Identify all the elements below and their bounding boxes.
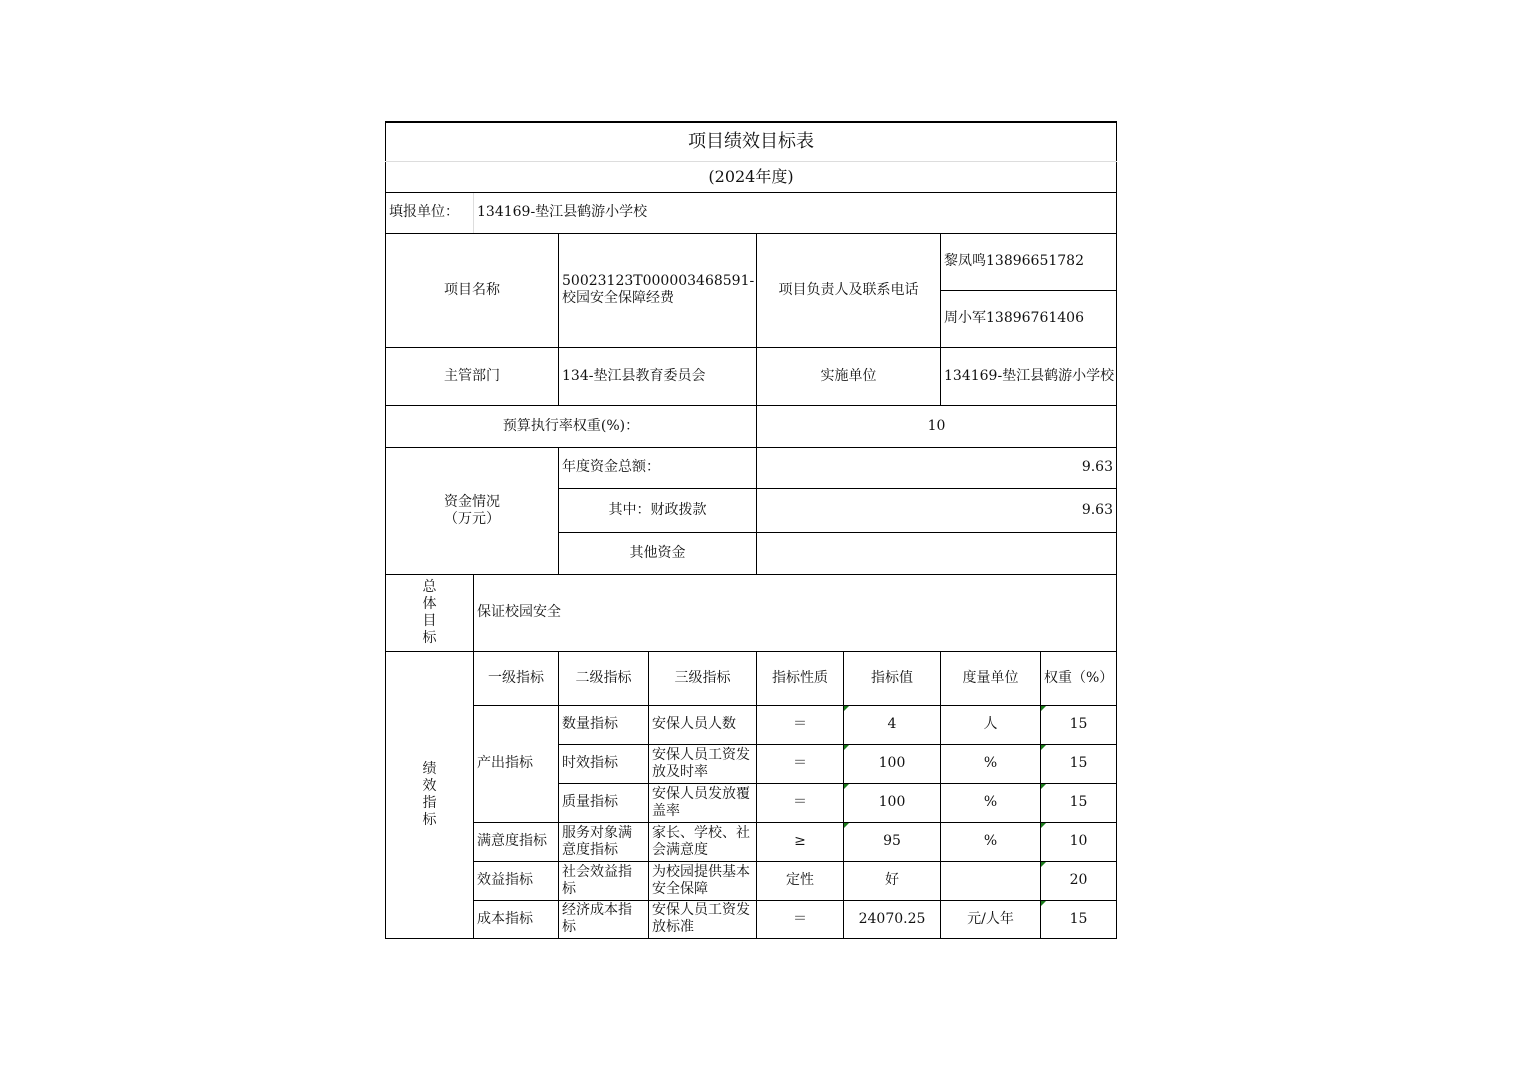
funds-other-value — [757, 532, 1117, 574]
funds-fiscal-value: 9.63 — [757, 488, 1117, 532]
row-l2: 数量指标 — [559, 705, 649, 744]
row-l1: 成本指标 — [474, 900, 559, 938]
perf-label-text: 绩效指标 — [422, 760, 437, 828]
row-unit: 人 — [941, 705, 1041, 744]
project-name-label: 项目名称 — [386, 233, 559, 347]
row-l2: 服务对象满意度指标 — [559, 822, 649, 861]
row-nature: ＝ — [757, 705, 844, 744]
row-l3: 安保人员人数 — [649, 705, 757, 744]
row-weight: 10 — [1041, 822, 1117, 861]
row-l2: 经济成本指标 — [559, 900, 649, 938]
row-nature: ＝ — [757, 783, 844, 822]
contact-2: 周小军13896761406 — [941, 290, 1117, 347]
fill-unit-label: 填报单位： — [386, 192, 474, 233]
table-row — [386, 705, 1117, 744]
row-value: 24070.25 — [844, 900, 941, 938]
year-subtitle: (2024年度) — [386, 161, 1117, 192]
row-l2: 质量指标 — [559, 783, 649, 822]
row-unit: 元/人年 — [941, 900, 1041, 938]
row-weight: 15 — [1041, 783, 1117, 822]
row-value: 4 — [844, 705, 941, 744]
dept-label: 主管部门 — [386, 347, 559, 405]
goal-label — [386, 574, 474, 651]
funds-other-label: 其他资金 — [559, 532, 757, 574]
table-row — [386, 861, 1117, 900]
header-l2: 二级指标 — [559, 651, 649, 705]
row-l1: 效益指标 — [474, 861, 559, 900]
row-l1: 产出指标 — [474, 705, 559, 822]
row-weight: 15 — [1041, 705, 1117, 744]
performance-table — [385, 121, 1117, 939]
row-nature: 定性 — [757, 861, 844, 900]
funds-label — [386, 447, 559, 574]
row-value: 100 — [844, 744, 941, 783]
row-value: 95 — [844, 822, 941, 861]
project-name-value: 50023123T000003468591-校园安全保障经费 — [559, 233, 757, 347]
funds-total-label: 年度资金总额： — [559, 447, 757, 488]
row-unit: % — [941, 822, 1041, 861]
header-l3: 三级指标 — [649, 651, 757, 705]
row-l3: 安保人员工资发放及时率 — [649, 744, 757, 783]
funds-fiscal-label: 其中：财政拨款 — [559, 488, 757, 532]
row-l3: 为校园提供基本安全保障 — [649, 861, 757, 900]
performance-target-sheet — [385, 121, 1116, 939]
header-l1: 一级指标 — [474, 651, 559, 705]
row-l2: 社会效益指标 — [559, 861, 649, 900]
row-weight: 20 — [1041, 861, 1117, 900]
row-unit — [941, 861, 1041, 900]
funds-total-value: 9.63 — [757, 447, 1117, 488]
row-value: 好 — [844, 861, 941, 900]
row-l3: 安保人员工资发放标准 — [649, 900, 757, 938]
goal-label-text: 总体目标 — [422, 578, 437, 646]
impl-unit-label: 实施单位 — [757, 347, 941, 405]
perf-label — [386, 651, 474, 938]
contact-1: 黎凤鸣13896651782 — [941, 233, 1117, 290]
impl-unit-value: 134169-垫江县鹤游小学校 — [941, 347, 1117, 405]
row-nature: ≥ — [757, 822, 844, 861]
goal-value: 保证校园安全 — [474, 574, 1117, 651]
row-unit: % — [941, 783, 1041, 822]
row-l3: 安保人员发放覆盖率 — [649, 783, 757, 822]
row-value: 100 — [844, 783, 941, 822]
header-nature: 指标性质 — [757, 651, 844, 705]
row-weight: 15 — [1041, 744, 1117, 783]
contact-label: 项目负责人及联系电话 — [757, 233, 941, 347]
row-weight: 15 — [1041, 900, 1117, 938]
funds-label-text: 资金情况（万元） — [444, 493, 500, 527]
budget-weight-value: 10 — [757, 405, 1117, 447]
budget-weight-label: 预算执行率权重(%)： — [386, 405, 757, 447]
row-l3: 家长、学校、社会满意度 — [649, 822, 757, 861]
header-value: 指标值 — [844, 651, 941, 705]
header-weight: 权重（%） — [1041, 651, 1117, 705]
fill-unit-value: 134169-垫江县鹤游小学校 — [474, 192, 1117, 233]
page-title: 项目绩效目标表 — [386, 122, 1117, 161]
row-l2: 时效指标 — [559, 744, 649, 783]
table-row — [386, 900, 1117, 938]
row-unit: % — [941, 744, 1041, 783]
header-unit: 度量单位 — [941, 651, 1041, 705]
row-nature: ＝ — [757, 900, 844, 938]
row-nature: ＝ — [757, 744, 844, 783]
row-l1: 满意度指标 — [474, 822, 559, 861]
table-row — [386, 822, 1117, 861]
dept-value: 134-垫江县教育委员会 — [559, 347, 757, 405]
